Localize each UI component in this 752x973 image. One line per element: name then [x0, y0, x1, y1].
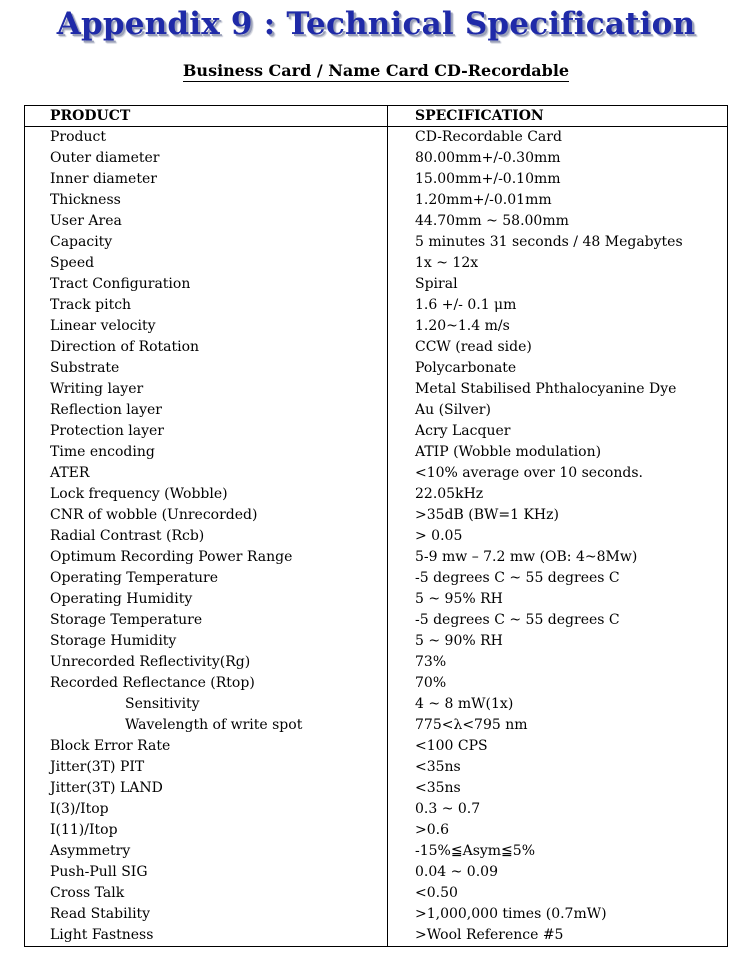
row-label: Asymmetry	[50, 843, 131, 859]
row-label: ATER	[50, 465, 90, 481]
table-row	[25, 548, 727, 569]
table-row	[25, 191, 727, 212]
specification-table	[24, 105, 728, 947]
row-label: Capacity	[50, 234, 113, 250]
row-label: Inner diameter	[50, 171, 157, 187]
row-value: Polycarbonate	[415, 360, 517, 376]
row-value: 5 minutes 31 seconds / 48 Megabytes	[415, 234, 683, 250]
table-row	[25, 254, 727, 275]
table-row	[25, 275, 727, 296]
table-row	[25, 464, 727, 485]
table-row	[25, 926, 727, 947]
table-row	[25, 170, 727, 191]
row-value: <35ns	[415, 780, 461, 796]
row-value: >Wool Reference #5	[415, 927, 564, 943]
table-row	[25, 128, 727, 149]
row-label: Recorded Reflectance (Rtop)	[50, 675, 255, 691]
row-value: -5 degrees C ~ 55 degrees C	[415, 612, 620, 628]
row-value: Metal Stabilised Phthalocyanine Dye	[415, 381, 677, 397]
row-value: CCW (read side)	[415, 339, 532, 355]
page-title: Appendix 9 : Technical Specification	[56, 6, 696, 42]
table-row	[25, 821, 727, 842]
row-label: Wavelength of write spot	[125, 717, 303, 733]
table-row	[25, 716, 727, 737]
row-label: Linear velocity	[50, 318, 156, 334]
table-row	[25, 233, 727, 254]
row-value: 0.04 ~ 0.09	[415, 864, 498, 880]
row-label: Push-Pull SIG	[50, 864, 148, 880]
row-label: Track pitch	[50, 297, 132, 313]
table-row	[25, 149, 727, 170]
table-row	[25, 317, 727, 338]
row-label: Thickness	[50, 192, 121, 208]
row-label: Tract Configuration	[50, 276, 191, 292]
table-row	[25, 863, 727, 884]
row-label: Jitter(3T) LAND	[50, 780, 163, 796]
row-value: >0.6	[415, 822, 449, 838]
row-value: -15%≦Asym≦5%	[415, 843, 535, 859]
row-label: Jitter(3T) PIT	[50, 759, 145, 775]
row-label: Operating Temperature	[50, 570, 219, 586]
table-row	[25, 800, 727, 821]
row-value: 73%	[415, 654, 447, 670]
table-row	[25, 359, 727, 380]
row-label: Storage Temperature	[50, 612, 203, 628]
row-value: 70%	[415, 675, 447, 691]
table-row	[25, 443, 727, 464]
row-value: ATIP (Wobble modulation)	[415, 444, 602, 460]
row-label: I(11)/Itop	[50, 822, 118, 838]
product-column-header: PRODUCT	[50, 108, 131, 124]
row-value: <10% average over 10 seconds.	[415, 465, 643, 481]
page-subtitle	[0, 61, 752, 80]
table-header-row	[25, 106, 727, 127]
row-label: Reflection layer	[50, 402, 162, 418]
table-row	[25, 212, 727, 233]
row-label: Sensitivity	[125, 696, 200, 712]
row-label: CNR of wobble (Unrecorded)	[50, 507, 258, 523]
row-value: Spiral	[415, 276, 458, 292]
subtitle-text: Business Card / Name Card CD-Recordable	[182, 61, 570, 80]
table-row	[25, 338, 727, 359]
specification-column-header: SPECIFICATION	[415, 108, 544, 124]
row-label: Cross Talk	[50, 885, 125, 901]
row-value: 1.6 +/- 0.1 μm	[415, 297, 517, 313]
row-label: Lock frequency (Wobble)	[50, 486, 228, 502]
row-label: Radial Contrast (Rcb)	[50, 528, 205, 544]
row-value: 1.20mm+/-0.01mm	[415, 192, 552, 208]
row-value: 44.70mm ~ 58.00mm	[415, 213, 569, 229]
table-row	[25, 674, 727, 695]
row-value: <35ns	[415, 759, 461, 775]
row-label: User Area	[50, 213, 122, 229]
row-value: 1.20~1.4 m/s	[415, 318, 510, 334]
table-row	[25, 695, 727, 716]
table-row	[25, 611, 727, 632]
table-row	[25, 380, 727, 401]
row-value: >35dB (BW=1 KHz)	[415, 507, 559, 523]
table-row	[25, 401, 727, 422]
row-value: <100 CPS	[415, 738, 488, 754]
table-row	[25, 884, 727, 905]
row-label: Unrecorded Reflectivity(Rg)	[50, 654, 251, 670]
row-label: Optimum Recording Power Range	[50, 549, 293, 565]
row-value: >1,000,000 times (0.7mW)	[415, 906, 607, 922]
row-label: Substrate	[50, 360, 120, 376]
table-row	[25, 653, 727, 674]
row-label: Product	[50, 129, 106, 145]
row-value: 0.3 ~ 0.7	[415, 801, 481, 817]
row-value: 4 ~ 8 mW(1x)	[415, 696, 514, 712]
table-row	[25, 590, 727, 611]
row-value: 5 ~ 95% RH	[415, 591, 503, 607]
row-value: 5 ~ 90% RH	[415, 633, 503, 649]
row-value: 1x ~ 12x	[415, 255, 479, 271]
row-label: Direction of Rotation	[50, 339, 200, 355]
row-label: Time encoding	[50, 444, 155, 460]
row-label: Light Fastness	[50, 927, 154, 943]
row-value: 22.05kHz	[415, 486, 484, 502]
row-label: Speed	[50, 255, 95, 271]
row-value: -5 degrees C ~ 55 degrees C	[415, 570, 620, 586]
row-value: Acry Lacquer	[415, 423, 511, 439]
table-row	[25, 569, 727, 590]
row-label: Block Error Rate	[50, 738, 171, 754]
table-row	[25, 485, 727, 506]
row-label: Storage Humidity	[50, 633, 177, 649]
row-label: Operating Humidity	[50, 591, 193, 607]
table-row	[25, 758, 727, 779]
row-value: 80.00mm+/-0.30mm	[415, 150, 561, 166]
table-row	[25, 779, 727, 800]
table-row	[25, 506, 727, 527]
table-row	[25, 296, 727, 317]
table-row	[25, 737, 727, 758]
row-value: 775<λ<795 nm	[415, 717, 528, 733]
table-body	[25, 128, 727, 947]
row-value: 5-9 mw – 7.2 mw (OB: 4~8Mw)	[415, 549, 638, 565]
table-row	[25, 527, 727, 548]
row-label: Read Stability	[50, 906, 151, 922]
row-value: <0.50	[415, 885, 458, 901]
row-value: > 0.05	[415, 528, 463, 544]
row-label: Outer diameter	[50, 150, 160, 166]
row-label: Protection layer	[50, 423, 165, 439]
table-row	[25, 842, 727, 863]
row-value: Au (Silver)	[415, 402, 491, 418]
row-value: CD-Recordable Card	[415, 129, 562, 145]
table-row	[25, 905, 727, 926]
row-label: Writing layer	[50, 381, 144, 397]
table-row	[25, 632, 727, 653]
row-label: I(3)/Itop	[50, 801, 109, 817]
table-row	[25, 422, 727, 443]
row-value: 15.00mm+/-0.10mm	[415, 171, 561, 187]
